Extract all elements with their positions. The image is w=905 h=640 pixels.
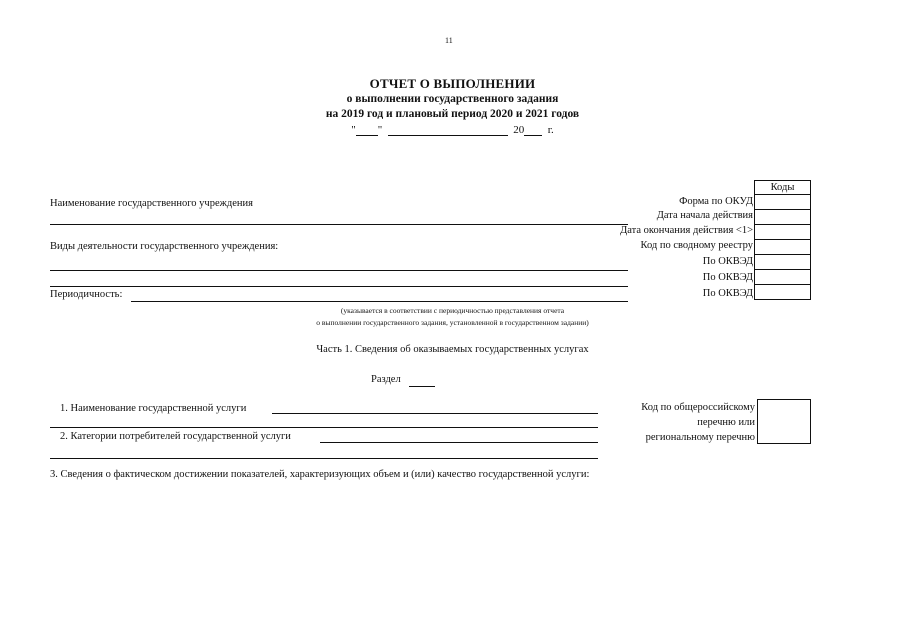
report-date-line — [0, 124, 905, 136]
date-quote-open: " — [351, 124, 356, 136]
activity-line-1[interactable] — [50, 270, 628, 271]
periodicity-note-1: (указывается в соответствии с периодичностью представления отчета — [340, 306, 565, 315]
date-quote-close: " — [377, 124, 383, 136]
code-cell-end-date[interactable] — [755, 225, 811, 240]
service-name-line[interactable] — [272, 413, 598, 414]
consumer-categories-line[interactable] — [320, 442, 598, 443]
consumer-categories-label: 2. Категории потребителей государственной услуги — [60, 431, 291, 442]
day-blank[interactable] — [356, 124, 378, 136]
codes-header: Коды — [755, 181, 811, 195]
code-label-start-date: Дата начала действия — [656, 210, 753, 221]
page-number: 11 — [445, 36, 453, 45]
code-cell-okud[interactable] — [755, 195, 811, 210]
code-label-okved-1: По ОКВЭД — [702, 256, 753, 267]
consumer-categories-line-2[interactable] — [50, 458, 598, 459]
service-code-box[interactable] — [757, 399, 811, 444]
service-code-label-2: перечню или — [697, 417, 755, 428]
periodicity-line[interactable] — [131, 301, 628, 302]
code-label-okved-2: По ОКВЭД — [702, 272, 753, 283]
code-cell-start-date[interactable] — [755, 210, 811, 225]
code-cell-okved-2[interactable] — [755, 270, 811, 285]
code-label-end-date: Дата окончания действия <1> — [620, 225, 753, 236]
code-label-okud: Форма по ОКУД — [679, 196, 753, 207]
part-1-title: Часть 1. Сведения об оказываемых государственных услугах — [316, 344, 589, 355]
date-suffix: г. — [547, 124, 554, 136]
code-cell-registry[interactable] — [755, 240, 811, 255]
activity-types-label: Виды деятельности государственного учреждения: — [50, 241, 279, 252]
service-code-label-3: региональному перечню — [645, 432, 755, 443]
section-number-blank[interactable] — [409, 386, 435, 387]
report-subtitle: о выполнении государственного задания — [346, 93, 559, 105]
institution-name-label: Наименование государственного учреждения — [50, 198, 253, 209]
report-period: на 2019 год и плановый период 2020 и 2021 годов — [325, 108, 580, 120]
code-cell-okved-1[interactable] — [755, 255, 811, 270]
periodicity-label: Периодичность: — [50, 289, 123, 300]
codes-table — [754, 180, 811, 300]
institution-name-line[interactable] — [50, 224, 628, 225]
periodicity-note-2: о выполнении государственного задания, установленной в государственном задании) — [316, 318, 589, 327]
service-name-label: 1. Наименование государственной услуги — [60, 403, 247, 414]
year-blank[interactable] — [524, 124, 542, 136]
indicators-heading: 3. Сведения о фактическом достижении показателей, характеризующих объем и (или) качество государственной услуги: — [50, 469, 590, 480]
code-cell-okved-3[interactable] — [755, 285, 811, 300]
service-name-line-2[interactable] — [50, 427, 598, 428]
report-title: ОТЧЕТ О ВЫПОЛНЕНИИ — [369, 76, 536, 91]
code-label-okved-3: По ОКВЭД — [702, 288, 753, 299]
activity-line-2[interactable] — [50, 286, 628, 287]
section-label: Раздел — [371, 374, 401, 385]
date-year-prefix: 20 — [513, 124, 525, 136]
month-blank[interactable] — [388, 124, 508, 136]
code-label-registry: Код по сводному реестру — [640, 240, 753, 251]
service-code-label-1: Код по общероссийскому — [641, 402, 755, 413]
